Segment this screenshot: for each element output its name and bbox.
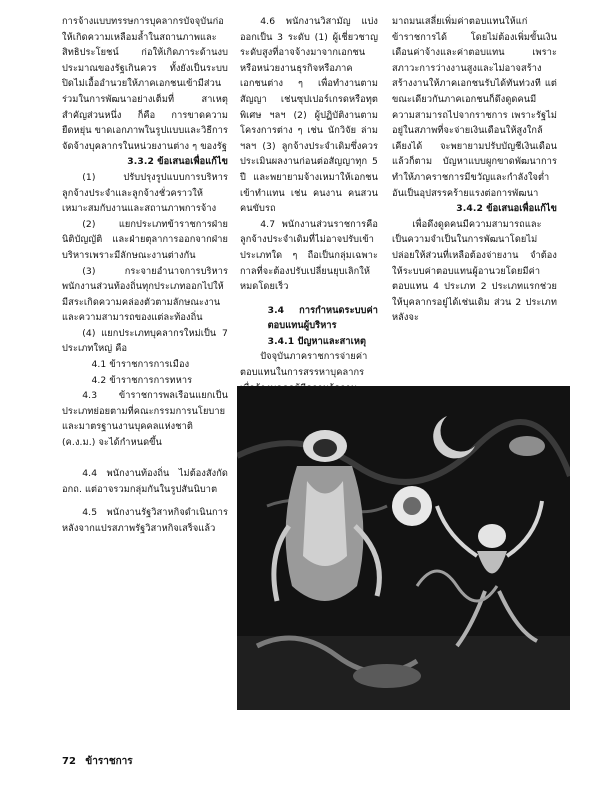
sub-item-4-3: 4.3 ข้าราชการพลเรือนแยกเป็นประเภทย่อยตามที่คณะกรรมการนโยบายและมาตรฐานงานบุคคลแห่งชาติ (ค.ง.ม.) จะได้กำหนดขึ้น <box>62 390 228 449</box>
paragraph-3-4-1: ปัจจุบันภาคราชการจ่ายค่าตอบแทนในการสรรหาบุคลากร <box>240 351 368 379</box>
text-column-middle <box>240 14 378 412</box>
paragraph-continued: มาถมนเสลี่ยเพิ่มค่าตอบแทนให้แก่ข้าราชการได้ โดยไม่ต้องเพิ่มขั้นเงินเดือนค่าจ้างและค่าตอบแทน เพราะสภาวะการว่างงานสูงและไม่อาจสร้างสร้างงานให้ภาคเอกชนรับได้ทันท่วงที แต่ขณะเดียวกันภาคเอกชนก็ดึงดูดคนมีความสามารถไปจากราชการ เพราะรัฐไม่อยู่ในสภาพที่จะจ่ายเงินเดือนให้สูงใกล้เคียงได้ จะพยายามปรับบัญชีเงินเดือนแล้วก็ตาม บัญหาแบบผูกขาดพัฒนาการทำให้ภาคราชการมีขวัญและกำลังใจต่ำ อันเป็นอุปสรรคร้ายแรงต่อการพัฒนา <box>392 16 557 199</box>
magazine-name: ข้าราชการ <box>85 756 133 767</box>
section-heading-3-4: 3.4 การกำหนดระบบค่าตอบแทนผู้บริหาร <box>267 304 378 332</box>
section-heading-3-4-2: 3.4.2 ข้อเสนอเพื่อแก้ไข <box>456 203 557 215</box>
sub-item-4-6: 4.6 พนักงานวิสามัญ แบ่งออกเป็น 3 ระดับ (1) ผู้เชี่ยวชาญระดับสูงที่อาจจ้างมาจากเอกชนหรือหน่วยงานธุรกิจหรือภาคเอกชนต่าง ๆ เพื่อทำงานตามสัญญา เช่นซุปเปอร์เกรดหรือทุตพิเศษ ฯลฯ (2) ผู้ปฏิบัติงานตามโครงการต่าง ๆ เช่น นักวิจัย ล่าม ฯลฯ (3) ลูกจ้างประจำเดิมซึ่งควรประเมินผลงานก่อนต่อสัญญาทุก 5 ปี และพยายามจ้างเหมาให้เอกชนเข้าทำแทน เช่น คนงาน คนสวน คนขับรถ <box>240 16 378 215</box>
section-heading-3-3-2: 3.3.2 ข้อเสนอเพื่อแก้ไข <box>127 156 228 168</box>
artwork-painting <box>237 386 570 710</box>
paragraph-3-4-2: เพื่อดึงดูดคนมีความสามารถและเป็นความจำเป็นในการพัฒนาโดยไม่ปล่อยให้ส่วนที่เหลือต้องจ่ายงาน จำต้องให้ระบบค่าตอบแทนผู้อานวยโดยมีค่าตอบแทน 4 ประเภท 2 ประเภทแรกช่วยให้บุคลากรอยู่ได้เช่นเดิม ส่วน 2 ประเภทหลังจะ <box>392 218 557 324</box>
list-item-4: (4) แยกประเภทบุคลากรใหม่เป็น 7 ประเภทใหญ่ คือ <box>62 327 228 355</box>
paragraph-intro: การจ้างแบบทรรษการบุคลากรบัจจุบันก่อให้เกิดความเหลือมล้ำในสถานภาพและสิทธิประโยชน์ ก่อให้เกิดภาระด้านงบประมาณของรัฐเกินควร ทั้งยังเป็นระบบปิดไม่เอื้ออำนวยให้ภาคเอกชนเข้ามีส่วนร่วมในการพัฒนาอย่างเต็มที่ สาเหตุสำคัญส่วนหนึ่ง ก็คือ การขาดความยืดหยุ่น ขาดเอกภาพในรูปแบบและวิธีการจัดจ้างบุคลากรในหน่วยงานต่าง ๆ ของรัฐ <box>62 16 228 152</box>
list-item-2: (2) แยกประเภทข้าราชการฝ่ายนิติบัญญัติ และฝ่ายตุลาการออกจากฝ่ายบริหารเพราะมีลักษณะงานต่างกัน <box>62 218 228 261</box>
page-footer <box>62 754 139 769</box>
sub-item-4-1: 4.1 ข้าราชการการเมือง <box>91 359 190 371</box>
sub-item-4-7: 4.7 พนักงานส่วนราชการคือลูกจ้างประจำเดิมที่ไม่อาจปรับเข้าประเภทใด ๆ ถือเป็นกลุ่มเฉพาะกาลที่จะต้องปรับเปลี่ยนยุบเลิกให้หมดโดยเร็ว <box>240 218 378 293</box>
text-column-left <box>62 14 228 537</box>
sub-item-4-4: 4.4 พนักงานท้องถิ่น ไม่ต้องสังกัด อกถ. แต่อาจรวมกลุ่มกันในรูปสันนิบาต <box>62 468 228 495</box>
text-column-right <box>392 14 557 326</box>
painting-illustration <box>237 386 570 710</box>
sub-item-4-5: 4.5 พนักงานรัฐวิสาหกิจดำเนินการหลังจากแปรสภาพรัฐวิสาหกิจเสร็จแล้ว <box>62 507 228 534</box>
list-item-3: (3) กระจายอำนาจการบริหารพนักงานส่วนท้องถิ่นทุกประเภทออกไปให้มีสระเกิดความคล่องตัวตามลักษณะงานและความสามารถของแต่ละท้องถิ่น <box>62 265 228 324</box>
sub-item-4-2: 4.2 ข้าราชการการทหาร <box>91 374 193 386</box>
page-number: 72 <box>62 756 76 767</box>
section-heading-3-4-1: 3.4.1 ปัญหาและสาเหตุ <box>267 335 367 347</box>
list-item-1: (1) ปรับปรุงรูปแบบการบริหารลูกจ้างประจำและลูกจ้างชั่วคราวให้เหมาะสมกับงานและสถานภาพการจ้าง <box>62 171 228 215</box>
